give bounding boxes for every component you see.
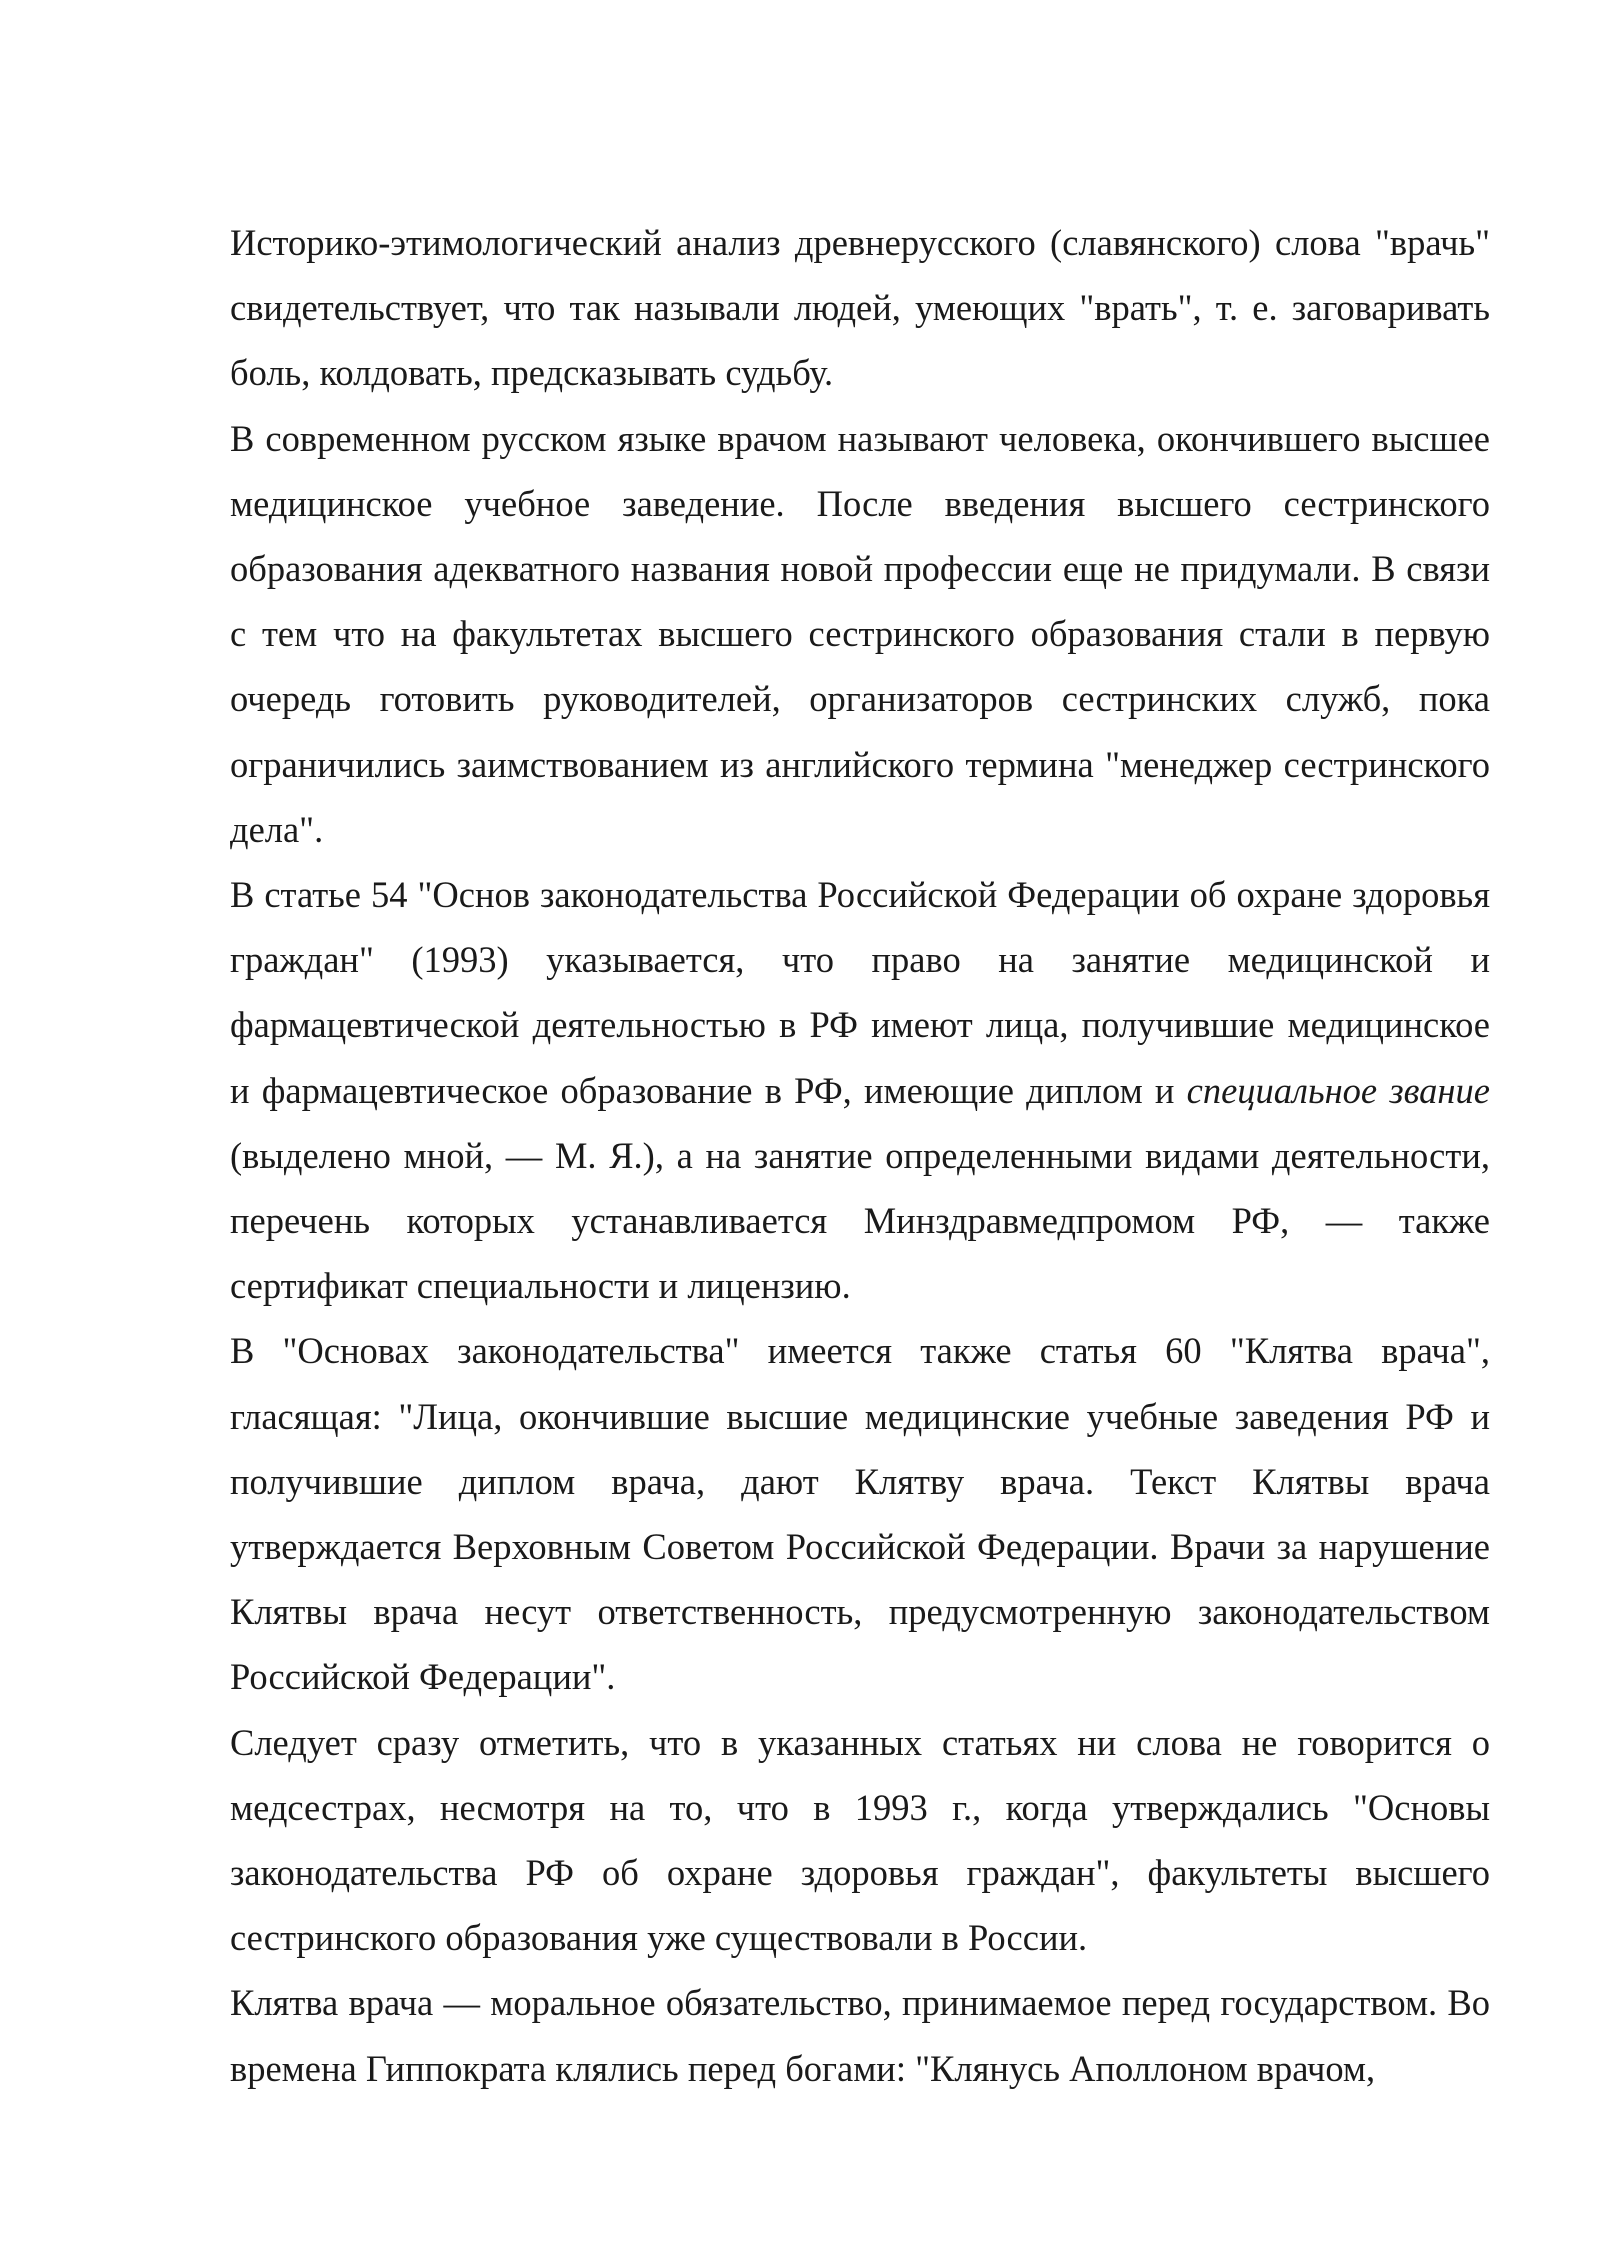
paragraph-article-54 — [230, 862, 1490, 1318]
document-page — [230, 210, 1490, 2101]
paragraph-article-60: В "Основах законодательства" имеется также статья 60 "Клятва врача", гласящая: "Лица, окончившие высшие медицинские учебные заведения РФ и получившие диплом врача, дают Клятву врача. Текст Клятвы врача утверждается Верховным Советом Российской Федерации. Врачи за нарушение Клятвы врача несут ответственность, предусмотренную законодательством Российской Федерации". — [230, 1330, 1490, 1698]
paragraph-oath: Клятва врача — моральное обязательство, принимаемое перед государством. Во времена Гиппократа клялись перед богами: "Клянусь Аполлоном врачом, — [230, 1982, 1490, 2089]
paragraph-article-54-text-start: В статье 54 "Основ законодательства Российской Федерации об охране здоровья граждан" (1993) указывается, что право на занятие медицинской и фармацевтической деятельностью в РФ имеют лица, получившие медицинское и фармацевтическое образование в РФ, имеющие диплом и — [230, 874, 1490, 1111]
emphasized-term: специальное звание — [1186, 1069, 1490, 1111]
paragraph-modern-meaning: В современном русском языке врачом называют человека, окончившего высшее медицинское учебное заведение. После введения высшего сестринского образования адекватного названия новой профессии еще не придумали. В связи с тем что на факультетах высшего сестринского образования стали в первую очередь готовить руководителей, организаторов сестринских служб, пока ограничились заимствованием из английского термина "менеджер сестринского дела". — [230, 417, 1490, 850]
paragraph-etymology: Историко-этимологический анализ древнерусского (славянского) слова "врачь" свидетельствует, что так называли людей, умеющих "врать", т. е. заговаривать боль, колдовать, предсказывать судьбу. — [230, 222, 1490, 394]
paragraph-article-54-text-end: (выделено мной, — М. Я.), а на занятие определенными видами деятельности, перечень которых устанавливается Минздравмедпромом РФ, — также сертификат специальности и лицензию. — [230, 1134, 1490, 1307]
paragraph-nurses-note: Следует сразу отметить, что в указанных статьях ни слова не говорится о медсестрах, несмотря на то, что в 1993 г., когда утверждались "Основы законодательства РФ об охране здоровья граждан", факультеты высшего сестринского образования уже существовали в России. — [230, 1721, 1490, 1959]
